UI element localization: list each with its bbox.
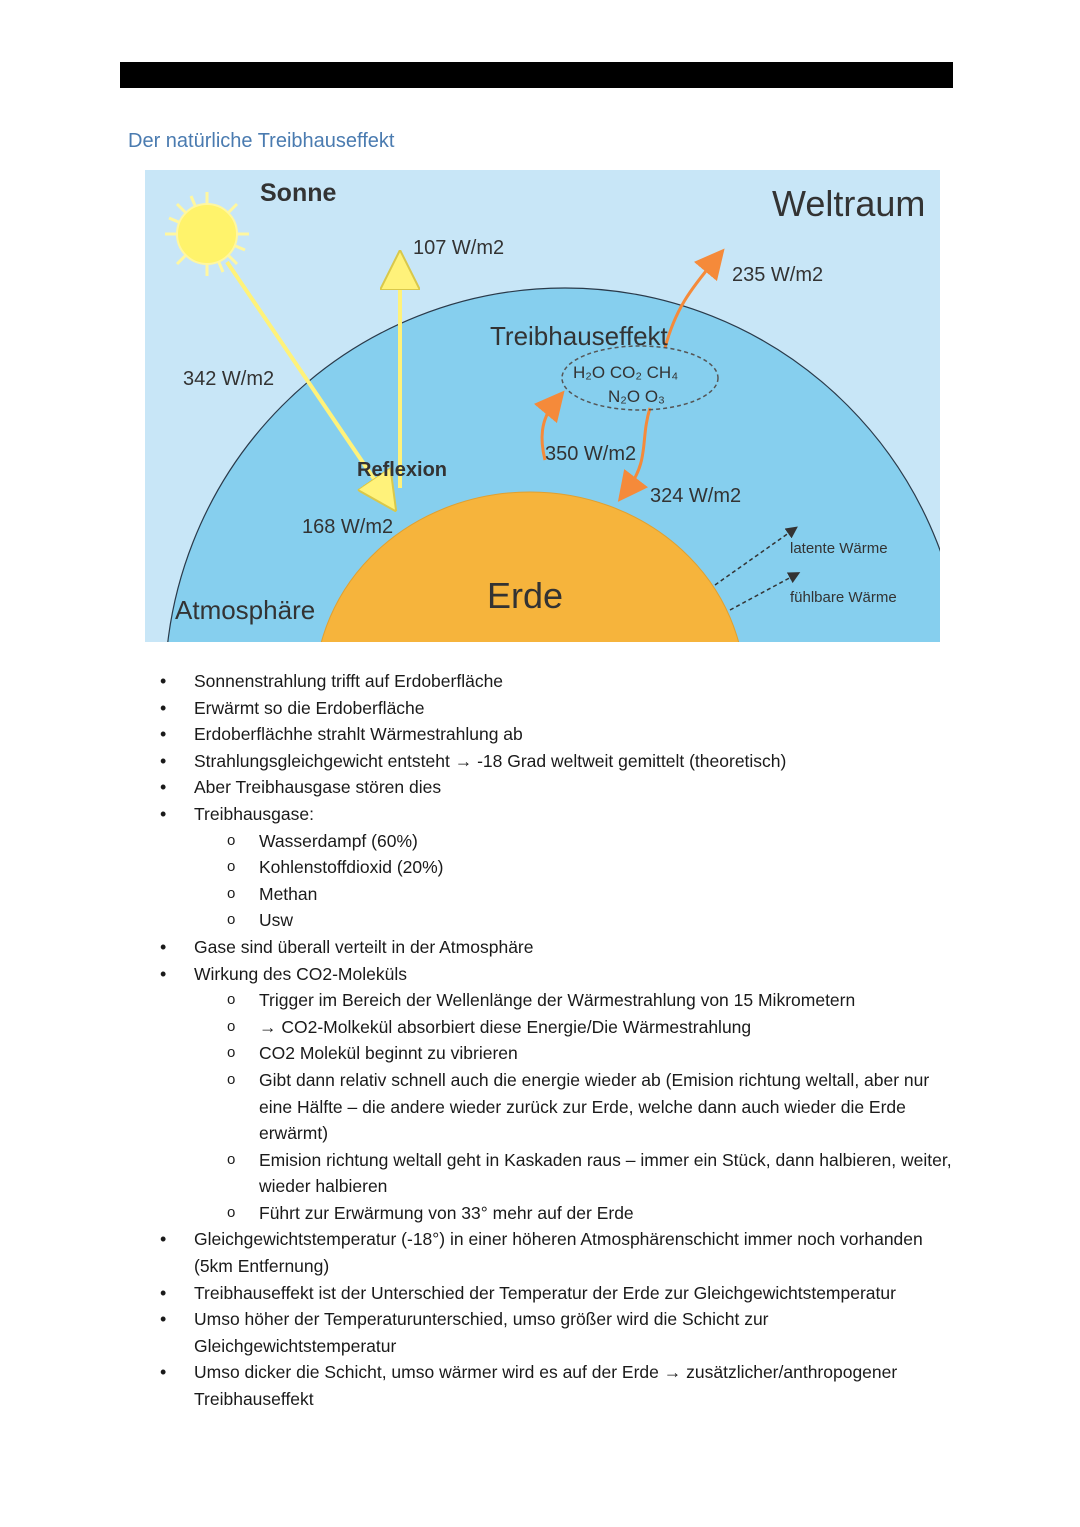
list-item: • Gase sind überall verteilt in der Atmosphäre: [160, 934, 960, 961]
sub-list-item: o Führt zur Erwärmung von 33° mehr auf der Erde: [160, 1200, 960, 1227]
flux-outgoing-label: 235 W/m2: [732, 264, 824, 286]
sub-list-item: o Kohlenstoffdioxid (20%): [160, 854, 960, 881]
list-item: • Wirkung des CO2-Moleküls: [160, 961, 960, 988]
atmosphere-label: Atmosphäre: [175, 595, 316, 625]
list-item: • Erdoberflächhe strahlt Wärmestrahlung ab: [160, 721, 960, 748]
latent-heat-label: latente Wärme: [790, 540, 888, 557]
sub-list-item: o Emision richtung weltall geht in Kaskaden raus – immer ein Stück, dann halbieren, weiter, wieder halbieren: [160, 1147, 960, 1200]
list-item: • Umso dicker die Schicht, umso wärmer wird es auf der Erde → zusätzlicher/anthropogener Treibhauseffekt: [160, 1359, 960, 1412]
sub-list-item: o Wasserdampf (60%): [160, 828, 960, 855]
header-bar: [120, 62, 953, 88]
flux-absorbed-label: 168 W/m2: [302, 516, 394, 538]
flux-surface-emission-label: 350 W/m2: [545, 443, 637, 465]
sub-list-item: o → CO2-Molkekül absorbiert diese Energie/Die Wärmestrahlung: [160, 1014, 960, 1041]
list-item: • Sonnenstrahlung trifft auf Erdoberfläche: [160, 668, 960, 695]
list-item: • Aber Treibhausgase stören dies: [160, 774, 960, 801]
sub-list-item: o Methan: [160, 881, 960, 908]
page-title: Der natürliche Treibhauseffekt: [128, 130, 395, 152]
earth-label: Erde: [487, 575, 564, 616]
sub-list-item: o CO2 Molekül beginnt zu vibrieren: [160, 1040, 960, 1067]
greenhouse-label: Treibhauseffekt: [490, 321, 668, 351]
sub-list-item: o Usw: [160, 907, 960, 934]
sub-list-item: o Gibt dann relativ schnell auch die energie wieder ab (Emision richtung weltall, aber nur eine Hälfte – die andere wieder zurück zur Erde, welche dann auch wieder die Erde erwärmt): [160, 1067, 960, 1147]
flux-reflected-label: 107 W/m2: [413, 237, 505, 259]
list-item: • Umso höher der Temperaturunterschied, umso größer wird die Schicht zur Gleichgewichtstemperatur: [160, 1306, 960, 1359]
list-item: • Erwärmt so die Erdoberfläche: [160, 695, 960, 722]
list-item: • Treibhauseffekt ist der Unterschied der Temperatur der Erde zur Gleichgewichtstemperatur: [160, 1280, 960, 1307]
list-item: • Strahlungsgleichgewicht entsteht → -18 Grad weltweit gemittelt (theoretisch): [160, 748, 960, 775]
reflection-label: Reflexion: [357, 459, 448, 481]
flux-incoming-label: 342 W/m2: [183, 368, 275, 390]
flux-back-radiation-label: 324 W/m2: [650, 485, 742, 507]
space-label: Weltraum: [772, 183, 926, 224]
greenhouse-diagram: [145, 170, 940, 642]
sun-label: Sonne: [260, 179, 337, 207]
sub-list-item: o Trigger im Bereich der Wellenlänge der Wärmestrahlung von 15 Mikrometern: [160, 987, 960, 1014]
notes-list: [160, 668, 960, 1413]
gases-line-1: H₂O CO₂ CH₄: [573, 363, 679, 382]
sun-icon: [165, 192, 249, 276]
gases-line-2: N₂O O₃: [608, 387, 665, 406]
list-item: • Gleichgewichtstemperatur (-18°) in einer höheren Atmosphärenschicht immer noch vorhanden (5km Entfernung): [160, 1226, 960, 1279]
sensible-heat-label: fühlbare Wärme: [790, 589, 897, 606]
list-item: • Treibhausgase:: [160, 801, 960, 828]
